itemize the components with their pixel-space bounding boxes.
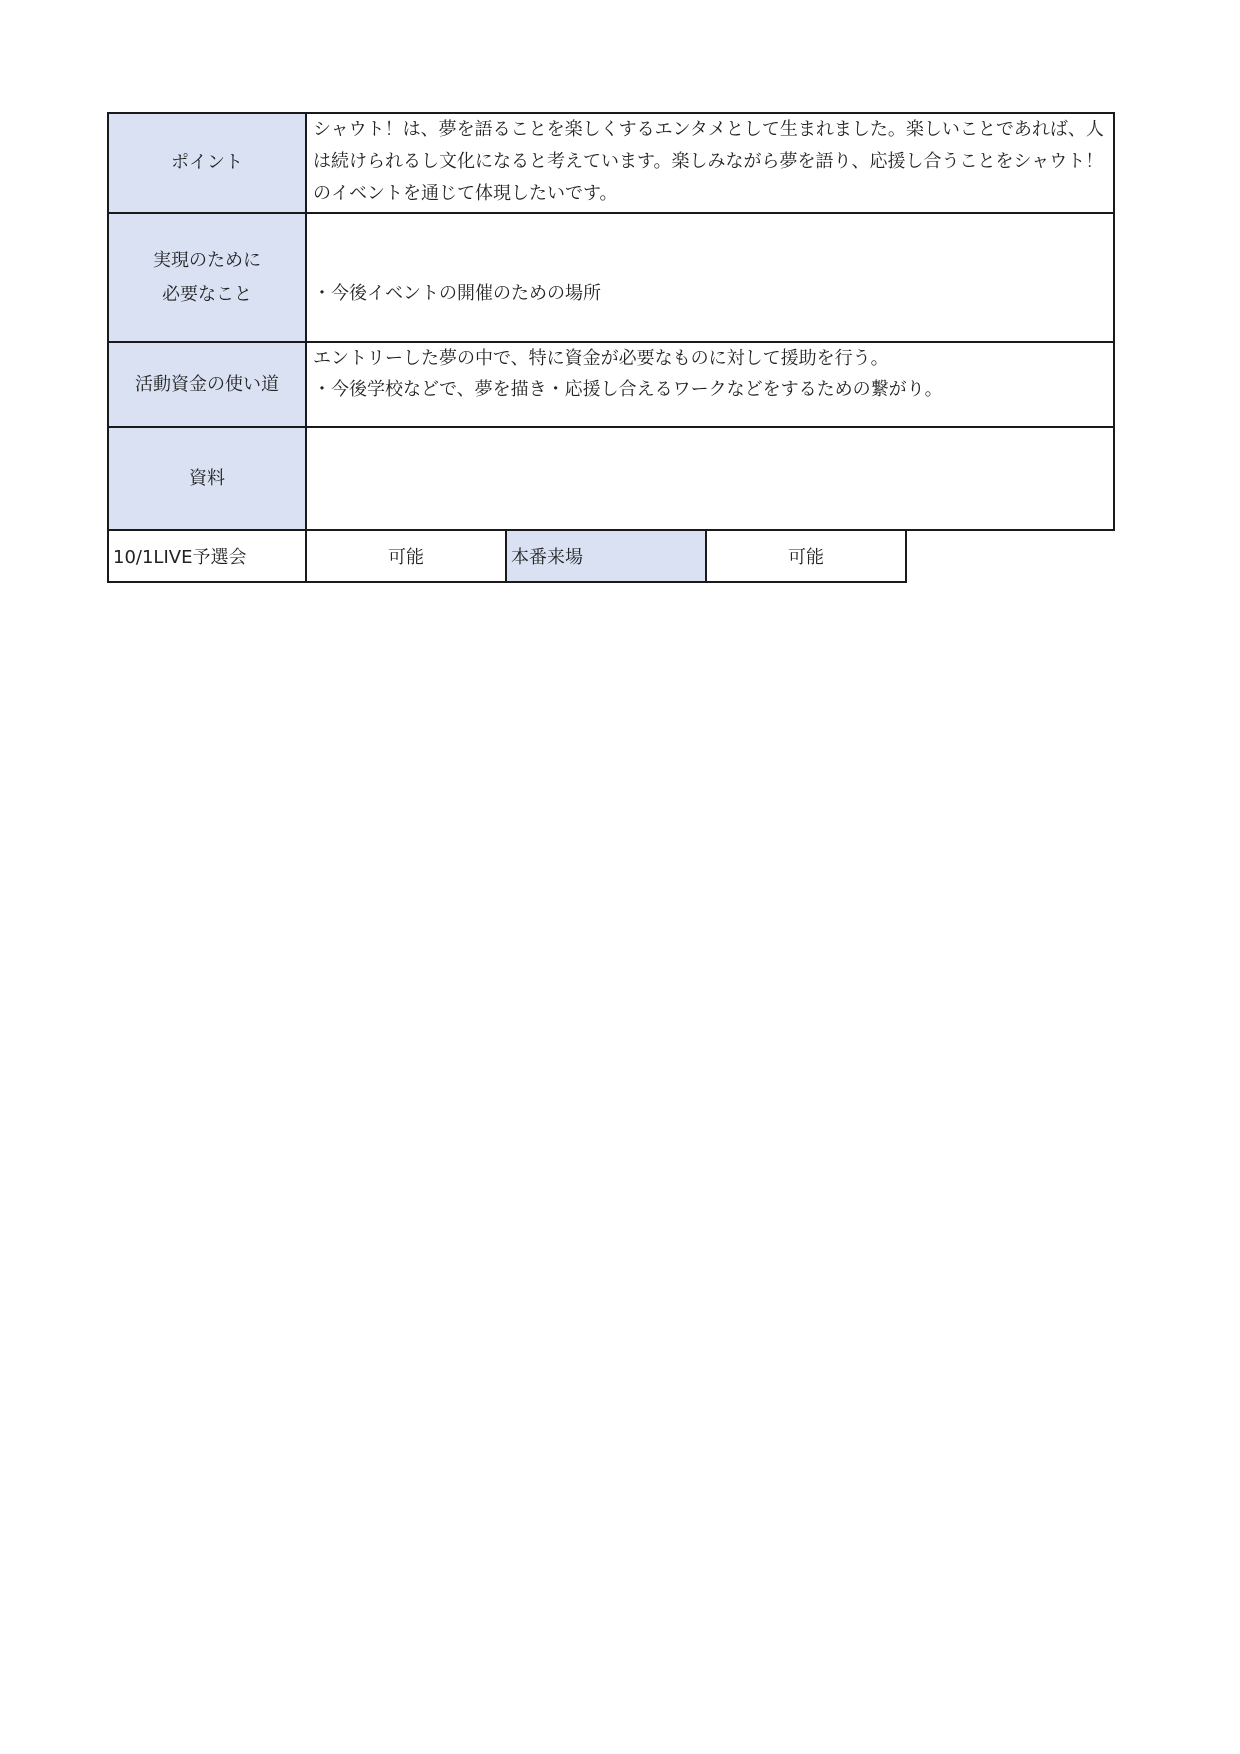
row-availability [107,531,1115,583]
content-funding-use: エントリーした夢の中で、特に資金が必要なものに対して援助を行う。 [307,343,1115,428]
label-requirements [107,214,307,343]
requirement-item-2: ・今後学校などで、夢を描き・応援し合えるワークなどをするための繋がり。 [313,379,943,400]
label-requirements-line2: 必要なこと [162,283,252,305]
cell-live-preliminary: 10/1LIVE予選会 [107,531,307,583]
content-materials [307,428,1115,531]
cell-final-attendance: 本番来場 [507,531,707,583]
row-funding-use [107,343,1115,428]
label-materials: 資料 [107,428,307,531]
label-requirements-line1: 実現のために [153,249,261,271]
label-point: ポイント [107,112,307,214]
form-table [107,112,1115,583]
row-materials [107,428,1115,531]
cell-final-attendance-value: 可能 [707,531,907,583]
cell-live-preliminary-value: 可能 [307,531,507,583]
requirement-item-1: ・今後イベントの開催のための場所 [313,283,601,304]
label-funding-use: 活動資金の使い道 [107,343,307,428]
content-point: シャウト！は、夢を語ることを楽しくするエンタメとして生まれました。楽しいことであれば、人は続けられるし文化になると考えています。楽しみながら夢を語り、応援し合うことをシャウト！のイベントを通じて体現したいです。 [307,112,1115,214]
row-point [107,112,1115,214]
